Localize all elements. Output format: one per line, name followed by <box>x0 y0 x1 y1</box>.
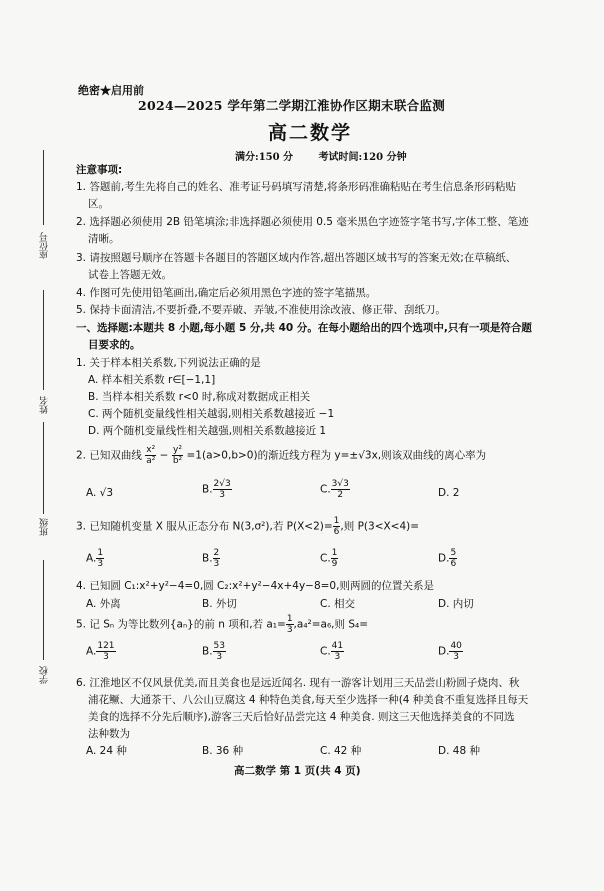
q4-option-d: D. 内切 <box>438 598 474 610</box>
option-fraction <box>213 641 226 662</box>
denominator: 3 <box>103 652 109 662</box>
notice-title: 注意事项: <box>76 164 123 176</box>
question-6-stem-cont: 法种数为 <box>88 728 130 740</box>
numerator: y² <box>173 445 182 455</box>
denominator: 3 <box>334 652 341 662</box>
notice-item: 4. 作图可先使用铅笔画出,确定后必须用黑色字迹的签字笔描黑。 <box>76 287 377 299</box>
q2-text: =1(a>0,b>0)的渐近线方程为 y=±√3x,则该双曲线的离心率为 <box>186 449 487 462</box>
q4-option-c: C. 相交 <box>320 598 356 610</box>
option-fraction <box>449 641 462 662</box>
option-fraction <box>96 548 104 569</box>
numerator: 1 <box>333 516 340 526</box>
denominator: 9 <box>331 559 338 569</box>
q5-option-c <box>320 641 344 662</box>
numerator: 1 <box>97 548 104 558</box>
score-time-line <box>235 148 429 163</box>
binding-line <box>43 150 44 225</box>
question-6-stem-cont: 浦花鳜、大通茶干、八公山豆腐这 4 种特色美食,每天至少选择一种(4 种美食不重复选择且每天 <box>88 694 529 706</box>
section-heading-cont: 目要求的。 <box>88 339 141 351</box>
denominator: 3 <box>216 652 223 662</box>
full-score: 满分:150 分 <box>235 152 294 163</box>
option-letter: D. <box>438 645 450 658</box>
option-fraction <box>213 548 221 569</box>
notice-item: 5. 保持卡面清洁,不要折叠,不要弄破、弄皱,不准使用涂改液、修正带、刮纸刀。 <box>76 304 446 316</box>
option-fraction <box>331 479 350 500</box>
q2-option-d: D. 2 <box>438 487 460 499</box>
q3-option-d <box>438 548 457 569</box>
q5-option-a <box>86 641 116 662</box>
numerator: 5 <box>450 548 457 558</box>
option-letter: A. <box>86 645 97 658</box>
q6-option-d: D. 48 种 <box>438 745 480 757</box>
section-heading: 一、选择题:本题共 8 小题,每小题 5 分,共 40 分。在每小题给出的四个选项中,只有一项是符合题 <box>76 322 532 334</box>
denominator: 2 <box>337 490 344 500</box>
q3-option-b <box>202 548 220 569</box>
numerator: x² <box>146 445 156 455</box>
q2-fraction <box>172 445 183 466</box>
question-6-stem-cont: 美食的选择不分先后顺序),游客三天后恰好品尝完这 4 种美食. 则这三天他选择美食的不同选 <box>88 711 515 723</box>
minus-sign: − <box>159 449 169 462</box>
q2-text: 2. 已知双曲线 <box>76 449 142 462</box>
numerator: 41 <box>331 641 344 651</box>
q2-option-b <box>202 479 232 500</box>
option-letter: B. <box>202 552 213 565</box>
option-fraction <box>331 548 339 569</box>
option-letter: A. <box>86 552 97 565</box>
option-letter: C. <box>320 483 331 496</box>
denominator: a² <box>146 456 156 466</box>
question-2-stem <box>76 445 486 466</box>
option-letter: B. <box>202 645 213 658</box>
q5-text: 5. 记 Sₙ 为等比数列{aₙ}的前 n 项和,若 a₁= <box>76 618 286 631</box>
q2-option-c <box>320 479 350 500</box>
denominator: 3 <box>453 652 460 662</box>
denominator: b² <box>172 456 183 466</box>
q6-option-b: B. 36 种 <box>202 745 244 757</box>
exam-title: 2024—2025 学年第二学期江淮协作区期末联合监测 <box>138 98 446 113</box>
notice-item: 3. 请按照题号顺序在答题卡各题目的答题区域内作答,超出答题区域书写的答案无效;在草稿纸、 <box>76 252 517 264</box>
q3-text: ,则 P(3<X<4)= <box>340 520 420 533</box>
numerator: 1 <box>286 614 293 624</box>
denominator: 3 <box>286 625 293 635</box>
denominator: 3 <box>219 490 225 500</box>
q3-text: 3. 已知随机变量 X 服从正态分布 N(3,σ²),若 P(X<2)= <box>76 520 333 533</box>
q1-option-b: B. 当样本相关系数 r<0 时,称成对数据成正相关 <box>88 391 311 403</box>
numerator: 2 <box>213 548 220 558</box>
numerator: 2√3 <box>213 479 231 489</box>
q2-option-a: A. √3 <box>86 487 114 499</box>
denominator: 6 <box>450 559 457 569</box>
notice-item: 2. 选择题必须使用 2B 铅笔填涂;非选择题必须使用 0.5 毫米黑色字迹签字笔书写,字体工整、笔迹 <box>76 216 529 228</box>
notice-item-cont: 区。 <box>88 198 109 210</box>
name-label: 姓名 <box>40 396 50 414</box>
q1-option-c: C. 两个随机变量线性相关越弱,则相关系数越接近 −1 <box>88 408 335 420</box>
question-5-stem <box>76 614 368 635</box>
notice-item-cont: 试卷上答题无效。 <box>88 269 172 281</box>
option-fraction <box>449 548 457 569</box>
option-letter: C. <box>320 552 331 565</box>
numerator: 3√3 <box>331 479 349 489</box>
q1-option-d: D. 两个随机变量线性相关越强,则相关系数越接近 1 <box>88 425 327 437</box>
option-fraction <box>213 479 232 500</box>
numerator: 53 <box>213 641 225 651</box>
option-letter: B. <box>202 483 213 496</box>
question-1-stem: 1. 关于样本相关系数,下列说法正确的是 <box>76 357 261 369</box>
notice-item: 1. 答题前,考生先将自己的姓名、准考证号码填写清楚,将条形码准确粘贴在考生信息条形码粘贴 <box>76 181 517 193</box>
exam-time: 考试时间:120 分钟 <box>318 152 407 163</box>
numerator: 1 <box>331 548 338 558</box>
q5-option-b <box>202 641 226 662</box>
q6-option-c: C. 42 种 <box>320 745 362 757</box>
q4-option-b: B. 外切 <box>202 598 237 610</box>
q3-option-a <box>86 548 104 569</box>
option-letter: D. <box>438 552 450 565</box>
denominator: 6 <box>333 527 340 537</box>
option-fraction <box>331 641 344 662</box>
school-label: 学校 <box>40 666 50 684</box>
q3-option-c <box>320 548 338 569</box>
question-4-stem: 4. 已知圆 C₁:x²+y²−4=0,圆 C₂:x²+y²−4x+4y−8=0,则两圆的位置关系是 <box>76 580 434 592</box>
binding-line <box>43 422 44 514</box>
binding-line <box>43 290 44 390</box>
q1-option-a: A. 样本相关系数 r∈[−1,1] <box>88 374 216 386</box>
binding-line <box>43 560 44 660</box>
numerator: 40 <box>450 641 462 651</box>
q5-option-d <box>438 641 463 662</box>
seat-label: 座位号 <box>40 232 50 259</box>
q5-fraction <box>286 614 294 635</box>
question-3-stem <box>76 516 419 537</box>
option-fraction <box>96 641 115 662</box>
denominator: 3 <box>213 559 220 569</box>
q2-fraction <box>145 445 156 466</box>
question-6-stem: 6. 江淮地区不仅风景优美,而且美食也是远近闻名. 现有一游客计划用三天品尝山粉圆子烧肉、秋 <box>76 677 520 689</box>
q6-option-a: A. 24 种 <box>86 745 127 757</box>
page-footer: 高二数学 第 1 页(共 4 页) <box>234 765 361 777</box>
subject-title: 高二数学 <box>268 122 353 144</box>
option-letter: C. <box>320 645 331 658</box>
q4-option-a: A. 外离 <box>86 598 121 610</box>
class-label: 班级 <box>40 518 50 536</box>
notice-item-cont: 清晰。 <box>88 233 120 245</box>
numerator: 121 <box>97 641 115 651</box>
q5-text: ,a₄²=a₆,则 S₄= <box>293 618 369 631</box>
denominator: 3 <box>97 559 104 569</box>
confidential-label: 绝密★启用前 <box>78 84 144 97</box>
